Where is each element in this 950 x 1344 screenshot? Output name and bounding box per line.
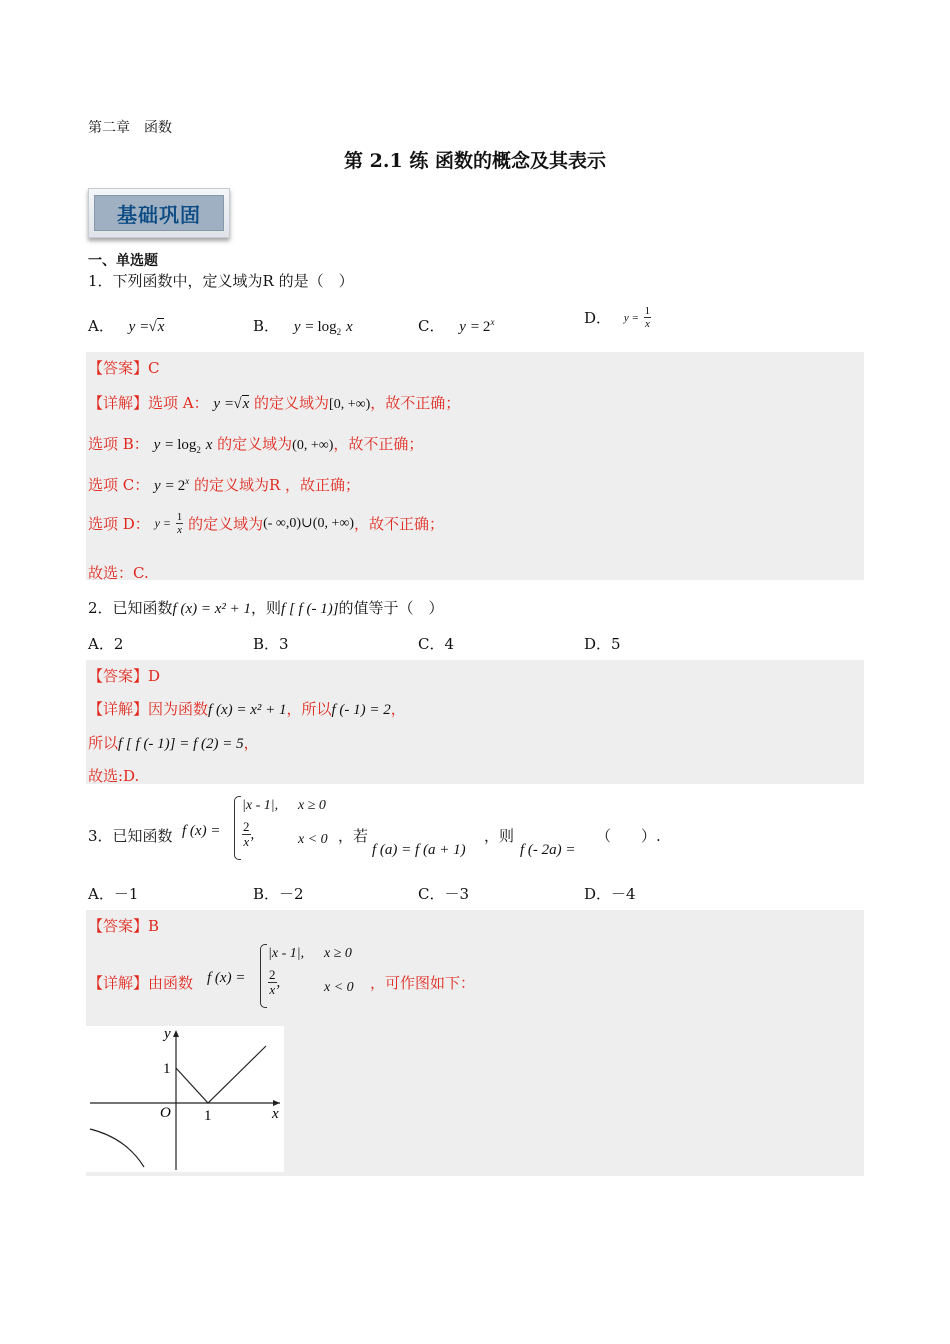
q1-detail-c: 选项 C： $y = 2^x$ 的定义域为R ，故正确； bbox=[88, 476, 361, 494]
q2-option-a: A．2 bbox=[88, 635, 124, 653]
q3-detail: 【详解】由函数 bbox=[88, 974, 194, 992]
function-graph bbox=[86, 1026, 284, 1172]
q3-stem-d: （ ）. bbox=[596, 827, 661, 845]
q1-answer-box bbox=[86, 352, 864, 580]
page-title: 第 2.1 练 函数的概念及其表示 bbox=[344, 150, 606, 172]
y-tick-label: 1 bbox=[163, 1061, 171, 1077]
graph-hyperbola-branch bbox=[90, 1129, 144, 1167]
q2-answer: 【答案】D bbox=[88, 667, 161, 685]
q1-answer: 【答案】C bbox=[88, 359, 160, 377]
q2-conclusion: 故选:D. bbox=[88, 767, 140, 785]
q2-option-d: D．5 bbox=[584, 635, 621, 653]
section-heading: 一、单选题 bbox=[88, 253, 158, 269]
y-axis-label: y bbox=[164, 1026, 171, 1042]
q1-option-b: B． $y = \log_2 x$ bbox=[253, 317, 353, 337]
graph-abs-branch bbox=[176, 1046, 266, 1103]
q1-stem: 1．下列函数中，定义域为R 的是（ ） bbox=[88, 272, 354, 290]
q3-stem-a: 3．已知函数 bbox=[88, 827, 173, 845]
q1-option-d: D． y = $\frac{1}{x}$ bbox=[584, 305, 651, 330]
q3-answer: 【答案】B bbox=[88, 917, 160, 935]
q2-detail-1: 【详解】因为函数f (x) = x² + 1，所以f (- 1) = 2， bbox=[88, 700, 406, 718]
x-tick-label: 1 bbox=[204, 1108, 212, 1124]
q1-option-c: C． $y = 2^x$ bbox=[418, 317, 495, 335]
q2-detail-2: 所以f [ f (- 1)] = f (2) = 5， bbox=[88, 734, 259, 752]
q1-conclusion: 故选：C. bbox=[88, 564, 149, 582]
q1-detail-b: 选项 B： $y = \log_2 x$ 的定义域为(0, +∞)，故不正确； bbox=[88, 435, 424, 455]
q3-option-a: A．－1 bbox=[88, 885, 139, 903]
q3-option-d: D．－4 bbox=[584, 885, 636, 903]
section-banner bbox=[88, 188, 230, 238]
q1-option-a: A． y =√x bbox=[88, 317, 165, 335]
q3-detail-tail: ，可作图如下： bbox=[370, 974, 476, 992]
q1-detail-a: 【详解】选项 A： y =√x 的定义域为[0, +∞)，故不正确； bbox=[88, 394, 461, 412]
q2-option-b: B．3 bbox=[253, 635, 289, 653]
banner-label: 基础巩固 bbox=[94, 195, 224, 231]
origin-label: O bbox=[160, 1105, 171, 1121]
q3-stem-c: ，则 bbox=[484, 827, 515, 845]
q2-stem: 2．已知函数f (x) = x² + 1，则f [ f (- 1)]的值等于（ ） bbox=[88, 599, 444, 617]
q3-fx: f (x) = bbox=[182, 823, 221, 839]
q3-option-b: B．－2 bbox=[253, 885, 304, 903]
q2-option-c: C．4 bbox=[418, 635, 455, 653]
q1-detail-d: 选项 D： y = $\frac{1}{x}$ 的定义域为(- ∞,0)∪(0, +∞)，故不正确； bbox=[88, 511, 445, 536]
q3-condition: f (a) = f (a + 1) bbox=[372, 842, 466, 858]
q3-detail-fx: f (x) = bbox=[207, 970, 246, 986]
q3-option-c: C．－3 bbox=[418, 885, 470, 903]
chapter-label: 第二章 函数 bbox=[88, 120, 172, 136]
y-axis-arrow bbox=[173, 1030, 179, 1037]
x-axis-label: x bbox=[272, 1106, 279, 1122]
q3-stem-b: ，若 bbox=[338, 827, 369, 845]
q2-answer-box bbox=[86, 660, 864, 784]
q3-target: f (- 2a) = bbox=[520, 842, 576, 858]
graph-svg bbox=[86, 1026, 284, 1172]
